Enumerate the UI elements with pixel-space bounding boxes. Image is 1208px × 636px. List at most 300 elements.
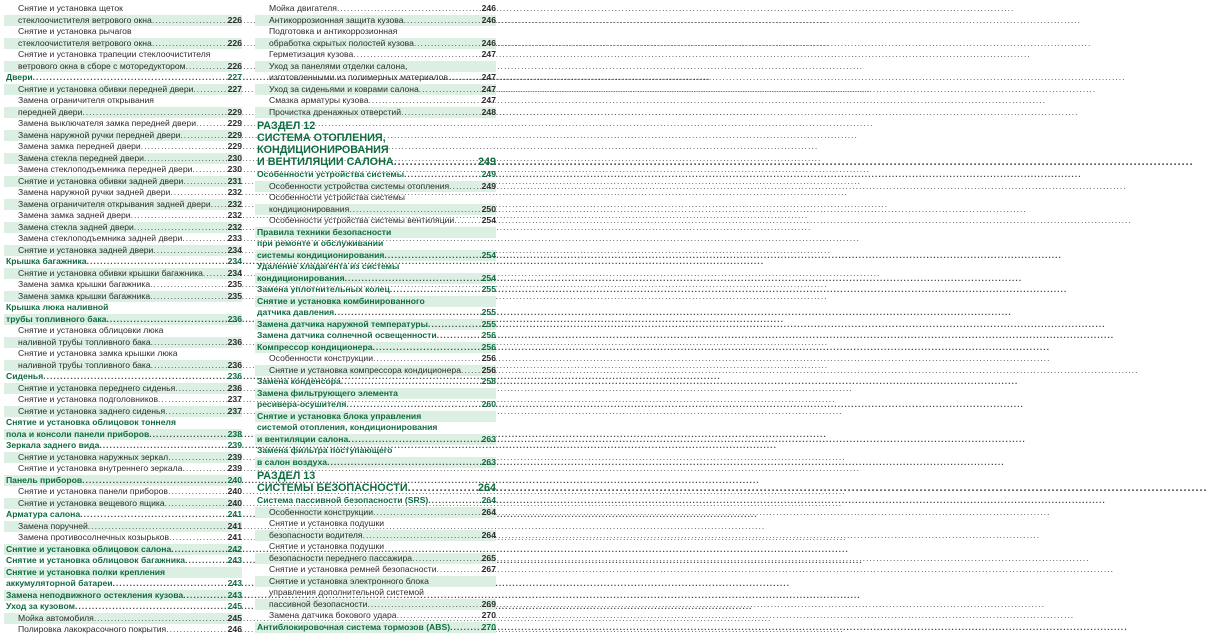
page-number: 234 (227, 256, 242, 266)
page-number: 236 (227, 336, 242, 347)
entry-title: Зеркала заднего вида (6, 440, 100, 450)
page-number: 231 (227, 175, 242, 186)
toc-entry-sub (255, 26, 496, 38)
entry-title: Снятие и установка замка крышки люка (18, 348, 178, 358)
section-heading-text: КОНДИЦИОНИРОВАНИЯ (257, 144, 389, 156)
toc-entry-main (255, 434, 496, 446)
toc-entry-sub (255, 38, 496, 50)
toc-entry-sub (4, 233, 242, 245)
page-number: 243 (227, 578, 242, 588)
page-number: 226 (227, 60, 242, 71)
toc-entry-main (4, 509, 242, 521)
toc-entry-sub (255, 507, 496, 519)
page-number: 263 (481, 433, 496, 444)
page-number: 263 (481, 456, 496, 467)
entry-title: Снятие и установка внутреннего зеркала (18, 463, 183, 473)
page-number: 256 (481, 364, 496, 375)
page-number: 255 (481, 307, 496, 317)
page-number: 226 (227, 14, 242, 25)
entry-title: Снятие и установка задней двери (18, 244, 154, 255)
entry-title: Снятие и установка панели приборов (18, 486, 168, 496)
dot-leader (193, 84, 226, 96)
page-number: 239 (227, 440, 242, 450)
toc-entry-main (4, 302, 242, 314)
toc-entry-main (255, 399, 496, 411)
toc-entry-main (4, 555, 242, 567)
dot-leader (180, 130, 226, 142)
toc-entry-sub (4, 268, 242, 280)
dot-leader (394, 156, 477, 168)
toc-entry-sub (4, 95, 242, 107)
toc-entry-main (4, 475, 242, 487)
page-number: 264 (477, 482, 496, 494)
entry-title: Замена стекла задней двери (18, 221, 134, 232)
toc-entry-main (4, 544, 242, 556)
page-number: 247 (481, 95, 496, 105)
entry-title: Компрессор кондиционера (257, 341, 373, 352)
dot-leader (106, 314, 226, 326)
dot-leader (169, 532, 227, 544)
dot-leader (183, 176, 226, 188)
toc-entry-main (4, 590, 242, 602)
dot-leader (450, 622, 481, 634)
dot-leader (211, 199, 227, 211)
dot-leader (170, 187, 226, 199)
entry-title: Замена замка задней двери (18, 210, 131, 220)
page-number: 248 (481, 106, 496, 117)
entry-title: пассивной безопасности (269, 598, 368, 609)
page-number: 241 (227, 520, 242, 531)
entry-title: трубы топливного бака (6, 313, 107, 324)
page-number: 239 (227, 463, 242, 473)
toc-entry-sub (4, 141, 242, 153)
entry-title: при ремонте и обслуживании (257, 238, 384, 248)
toc-entry-sub (4, 61, 242, 73)
entry-title: Прочистка дренажных отверстий (269, 106, 402, 117)
page-number: 226 (227, 37, 242, 48)
dot-leader (75, 601, 227, 613)
page-number: 238 (227, 428, 242, 439)
page-number: 232 (227, 221, 242, 232)
dot-leader (367, 599, 480, 611)
toc-entry-sub (4, 337, 242, 349)
toc-entry-main (255, 261, 496, 273)
toc-column-left (4, 3, 242, 636)
toc-entry-sub (255, 204, 496, 216)
dot-leader (414, 38, 481, 50)
entry-title: Снятие и установка вещевого ящика (18, 497, 165, 508)
dot-leader (372, 342, 480, 354)
entry-title: и вентиляции салона (257, 433, 349, 444)
dot-leader (166, 624, 226, 636)
dot-leader (82, 475, 227, 487)
dot-leader (87, 256, 227, 268)
toc-entry-sub (255, 3, 496, 15)
entry-title: наливной трубы топливного бака (18, 336, 151, 347)
toc-page (0, 0, 500, 634)
page-number: 255 (481, 284, 496, 294)
entry-title: Замена замка крышки багажника (18, 290, 151, 301)
toc-entry-main (255, 227, 496, 239)
dot-leader (152, 38, 227, 50)
page-number: 247 (481, 72, 496, 82)
dot-leader (168, 486, 227, 498)
entry-title: безопасности водителя (269, 529, 363, 540)
entry-title: Снятие и установка облицовок багажника (6, 555, 186, 565)
page-number: 236 (227, 371, 242, 381)
dot-leader (454, 215, 480, 227)
toc-entry-sub (4, 164, 242, 176)
page-number: 229 (227, 118, 242, 128)
page-number: 254 (481, 249, 496, 260)
page-number: 246 (481, 37, 496, 48)
entry-title: Замена наружной ручки передней двери (18, 129, 181, 140)
toc-entry-main (255, 388, 496, 400)
toc-entry-sub (4, 279, 242, 291)
entry-title: Замена противосолнечных козырьков (18, 532, 170, 542)
page-number: 270 (481, 621, 496, 632)
section-heading-text: РАЗДЕЛ 13 (257, 470, 316, 482)
entry-title: Панель приборов (6, 474, 83, 485)
dot-leader (175, 383, 226, 395)
toc-entry-sub (4, 383, 242, 395)
toc-entry-sub (4, 521, 242, 533)
entry-title: датчика давления (257, 307, 335, 317)
dot-leader (99, 440, 226, 452)
dot-leader (408, 482, 477, 494)
entry-title: Антиблокировочная система тормозов (ABS) (257, 621, 451, 632)
toc-entry-sub (255, 215, 496, 227)
dot-leader (149, 429, 226, 441)
dot-leader (82, 107, 226, 119)
toc-entry-sub (255, 192, 496, 204)
page-number: 241 (227, 509, 242, 519)
dot-leader (141, 141, 227, 153)
toc-entry-sub (255, 541, 496, 553)
toc-entry-sub (255, 72, 496, 84)
toc-entry-main (255, 273, 496, 285)
toc-entry-main (255, 495, 496, 507)
toc-entry-sub (4, 532, 242, 544)
toc-entry-main (255, 622, 496, 634)
page-number: 229 (227, 129, 242, 140)
toc-entry-sub (4, 26, 242, 38)
toc-entry-sub (255, 530, 496, 542)
toc-entry-sub (255, 49, 496, 61)
page-number: 246 (481, 3, 496, 13)
dot-leader (153, 245, 226, 257)
entry-title: аккумуляторной батареи (6, 578, 113, 588)
entry-title: Замена выключателя замка передней двери (18, 118, 197, 128)
dot-leader (88, 521, 227, 533)
toc-entry-sub (255, 587, 496, 599)
dot-leader (397, 610, 481, 622)
dot-leader (346, 399, 480, 411)
toc-entry-sub (255, 107, 496, 119)
dot-leader (461, 365, 481, 377)
toc-entry-sub (4, 452, 242, 464)
entry-title: Снятие и установка полки крепления (6, 566, 166, 577)
toc-entry-sub (255, 353, 496, 365)
dot-leader (334, 307, 480, 319)
dot-leader (43, 371, 226, 383)
page-number: 256 (481, 341, 496, 352)
entry-title: Особенности устройства системы (257, 169, 405, 179)
dot-leader (412, 553, 481, 565)
entry-title: Замена датчика бокового удара (269, 610, 397, 620)
entry-title: ветрового окна в сборе с моторедуктором (18, 60, 186, 71)
toc-entry-main (4, 371, 242, 383)
dot-leader (152, 15, 227, 27)
entry-title: ресивера-осушителя (257, 399, 347, 409)
entry-title: Замена замка передней двери (18, 141, 141, 151)
toc-entry-sub (4, 463, 242, 475)
dot-leader (448, 72, 481, 84)
toc-entry-sub (4, 107, 242, 119)
page-number: 245 (227, 601, 242, 611)
toc-entry-sub (255, 576, 496, 588)
entry-title: Подготовка и антикоррозионная (269, 26, 398, 36)
entry-title: Снятие и установка комбинированного (257, 295, 425, 306)
toc-entry-main (255, 457, 496, 469)
toc-entry-sub (255, 599, 496, 611)
page-number: 237 (227, 405, 242, 416)
entry-title: Снятие и установка наружных зеркал (18, 451, 169, 462)
entry-title: Замена фильтрующего элемента (257, 387, 398, 398)
toc-entry-sub (255, 610, 496, 622)
entry-title: Снятие и установка щеток (18, 3, 123, 13)
dot-leader (369, 95, 481, 107)
entry-title: Крышка люка наливной (6, 302, 109, 312)
dot-leader (185, 555, 227, 567)
dot-leader (419, 84, 481, 96)
section-heading-text: И ВЕНТИЛЯЦИИ САЛОНА (257, 156, 394, 168)
entry-title: Снятие и установка облицовок тоннеля (6, 417, 176, 427)
toc-entry-sub (4, 49, 242, 61)
section-heading (255, 120, 496, 168)
toc-entry-sub (4, 394, 242, 406)
dot-leader (437, 330, 481, 342)
page-number: 232 (227, 187, 242, 197)
entry-title: в салон воздуха (257, 456, 328, 467)
dot-leader (449, 181, 480, 193)
dot-leader (404, 169, 481, 181)
page-number: 227 (227, 72, 242, 82)
page-number: 243 (227, 589, 242, 600)
dot-leader (150, 279, 227, 291)
dot-leader (401, 107, 481, 119)
entry-title: Снятие и установка электронного блока (269, 575, 429, 586)
toc-entry-sub (4, 118, 242, 130)
dot-leader (134, 222, 227, 234)
entry-title: Снятие и установка заднего сиденья (18, 405, 166, 416)
page-number: 254 (481, 272, 496, 283)
entry-title: Система пассивной безопасности (SRS) (257, 495, 429, 505)
page-number: 234 (227, 267, 242, 278)
toc-entry-sub (4, 153, 242, 165)
dot-leader (151, 337, 227, 349)
page-number: 247 (481, 83, 496, 94)
dot-leader (373, 353, 481, 365)
toc-entry-main (255, 422, 496, 434)
toc-entry-sub (4, 360, 242, 372)
entry-title: Замена ограничителя открывания (18, 95, 154, 105)
entry-title: изготовленными из полимерных материалов (269, 72, 449, 82)
dot-leader (165, 406, 226, 418)
entry-title: Снятие и установка подушки (269, 541, 385, 551)
page-number: 242 (227, 543, 242, 554)
dot-leader (33, 72, 227, 84)
entry-title: Особенности устройства системы (269, 192, 405, 202)
toc-entry-main (4, 256, 242, 268)
entry-title: Снятие и установка блока управления (257, 410, 422, 421)
entry-title: Замена стекла передней двери (18, 152, 144, 163)
page-number: 234 (227, 244, 242, 255)
entry-title: Замена ограничителя открывания задней двери (18, 198, 211, 209)
toc-entry-main (4, 578, 242, 590)
toc-entry-sub (4, 3, 242, 15)
dot-leader (353, 49, 480, 61)
toc-entry-main (255, 319, 496, 331)
toc-entry-main (4, 429, 242, 441)
toc-entry-sub (255, 95, 496, 107)
entry-title: системы кондиционирования (257, 249, 385, 260)
toc-entry-sub (4, 199, 242, 211)
entry-title: Мойка автомобиля (18, 612, 94, 623)
entry-title: Уход за панелями отделки салона, (269, 60, 408, 71)
dot-leader (168, 452, 227, 464)
entry-title: Уход за сиденьями и коврами салона (269, 83, 419, 94)
entry-title: Замена неподвижного остекления кузова (6, 589, 184, 600)
toc-entry-sub (4, 348, 242, 360)
dot-leader (349, 204, 480, 216)
toc-entry-sub (4, 406, 242, 418)
page-number: 236 (227, 313, 242, 324)
toc-entry-main (255, 330, 496, 342)
toc-entry-sub (255, 181, 496, 193)
entry-title: Снятие и установка компрессора кондиционера (269, 364, 461, 375)
dot-leader (158, 394, 227, 406)
entry-title: Замена датчика солнечной освещенности (257, 330, 437, 340)
toc-entry-main (4, 314, 242, 326)
entry-title: Арматура салона (6, 509, 81, 519)
page-number: 267 (481, 564, 496, 574)
toc-entry-sub (255, 553, 496, 565)
toc-entry-sub (255, 61, 496, 73)
toc-entry-sub (4, 291, 242, 303)
toc-entry-main (255, 445, 496, 457)
dot-leader (345, 273, 481, 285)
entry-title: пола и консоли панели приборов (6, 428, 150, 439)
dot-leader (182, 463, 226, 475)
toc-entry-sub (255, 518, 496, 530)
entry-title: Замена стеклоподъемника передней двери (18, 164, 193, 174)
dot-leader (404, 15, 481, 27)
entry-title: Замена замка крышки багажника (18, 279, 151, 289)
toc-entry-sub (255, 15, 496, 27)
toc-entry-main (255, 250, 496, 262)
toc-entry-main (255, 342, 496, 354)
dot-leader (94, 613, 227, 625)
entry-title: Снятие и установка трапеции стеклоочистителя (18, 49, 211, 59)
page-number: 255 (481, 318, 496, 329)
entry-title: Удаление хладагента из системы (257, 261, 400, 271)
page-number: 240 (227, 474, 242, 485)
entry-title: Снятие и установка обивки крышки багажника (18, 267, 203, 278)
page-number: 236 (227, 359, 242, 370)
entry-title: наливной трубы топливного бака (18, 359, 151, 370)
page-number: 270 (481, 610, 496, 620)
toc-entry-main (255, 376, 496, 388)
entry-title: Особенности конструкции (269, 506, 374, 517)
entry-title: Сиденья (6, 371, 44, 381)
toc-entry-sub (4, 245, 242, 257)
toc-entry-sub (4, 486, 242, 498)
dot-leader (428, 319, 481, 331)
page-number: 256 (481, 353, 496, 363)
toc-entry-main (255, 307, 496, 319)
section-heading-text: СИСТЕМА ОТОПЛЕНИЯ, (257, 132, 386, 144)
entry-title: Замена фильтра поступающего (257, 445, 393, 455)
entry-title: передней двери (18, 106, 83, 117)
dot-leader (384, 250, 480, 262)
page-number: 239 (227, 451, 242, 462)
toc-entry-sub (4, 210, 242, 222)
entry-title: Снятие и установка переднего сиденья (18, 382, 176, 393)
toc-entry-sub (4, 176, 242, 188)
dot-leader (348, 434, 480, 446)
dot-leader (182, 233, 226, 245)
entry-title: Смазка арматуры кузова (269, 95, 369, 105)
page-number: 250 (481, 203, 496, 214)
dot-leader (428, 495, 480, 507)
toc-entry-sub (4, 613, 242, 625)
toc-entry-main (4, 601, 242, 613)
page-number: 249 (477, 156, 496, 168)
entry-title: Крышка багажника (6, 256, 87, 266)
toc-entry-sub (4, 15, 242, 27)
entry-title: Правила техники безопасности (257, 226, 392, 237)
dot-leader (131, 210, 227, 222)
toc-entry-main (4, 440, 242, 452)
page-number: 235 (227, 290, 242, 301)
toc-column-right (255, 3, 496, 633)
page-number: 260 (481, 399, 496, 409)
page-number: 247 (481, 49, 496, 59)
entry-title: кондиционирования (269, 203, 350, 214)
page-number: 264 (481, 529, 496, 540)
page-number: 241 (227, 532, 242, 542)
page-number: 254 (481, 215, 496, 225)
dot-leader (363, 530, 481, 542)
page-number: 233 (227, 233, 242, 243)
dot-leader (113, 578, 227, 590)
toc-entry-main (4, 567, 242, 579)
page-number: 256 (481, 330, 496, 340)
page-number: 265 (481, 552, 496, 563)
page-number: 258 (481, 376, 496, 386)
toc-entry-sub (4, 624, 242, 636)
page-number: 240 (227, 486, 242, 496)
toc-entry-main (255, 296, 496, 308)
toc-entry-sub (4, 222, 242, 234)
toc-entry-sub (4, 187, 242, 199)
toc-entry-sub (4, 84, 242, 96)
entry-title: обработка скрытых полостей кузова (269, 37, 414, 48)
entry-title: Замена поручней (18, 520, 88, 531)
page-number: 229 (227, 106, 242, 117)
page-number: 264 (481, 495, 496, 505)
